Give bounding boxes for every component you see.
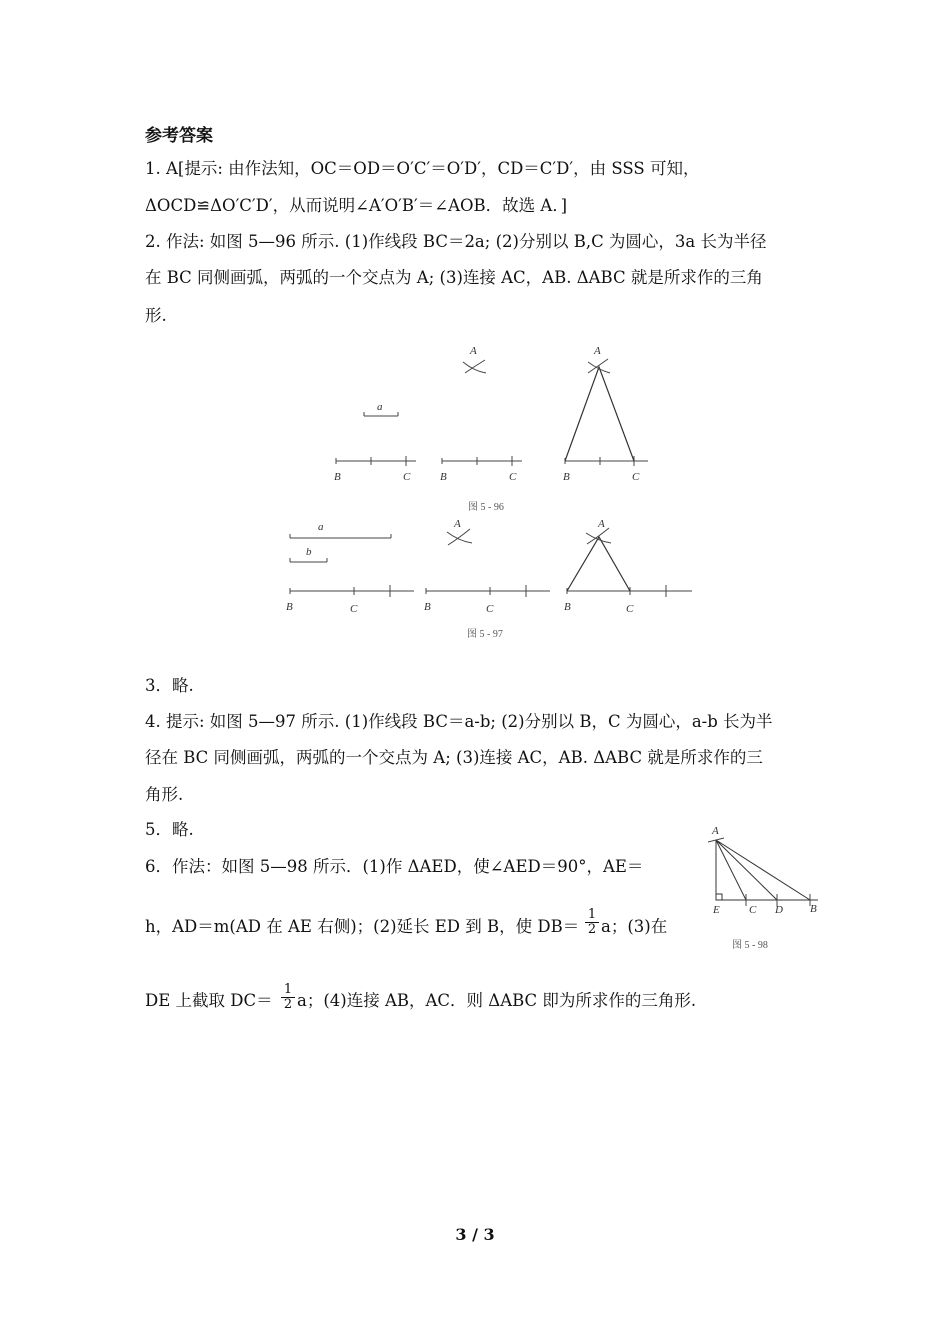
fig96-line-2 [442,456,522,466]
fig96-label-C2: C [509,471,517,483]
fig98-label-C: C [749,904,757,916]
fig97-label-C3: C [626,603,634,615]
fig97-triangle [567,537,630,591]
answer-3: 3．略. [145,676,194,695]
fraction-denominator: 2 [585,922,599,937]
fig97-arcs [447,529,472,545]
answer-6-line-3-start: DE 上截取 DC＝ [145,991,273,1010]
fig97-line-1 [290,585,414,597]
fig96-label-A2: A [594,345,601,357]
fig96-label-B2: B [440,471,447,483]
fig96-line-3 [565,456,648,466]
fig96-label-B3: B [563,471,570,483]
fig98-label-D: D [775,904,783,916]
answer-2-line-3: 形. [145,306,167,325]
fig97-segment-b [290,558,327,562]
fig98-label-B: B [810,903,817,915]
answer-4-line-3: 角形. [145,785,184,804]
answer-1-line-1: 1. A[提示: 由作法知，OC＝OD＝O′C′＝O′D′，CD＝C′D′，由 SSS 可知， [145,159,700,178]
answer-4-line-2: 径在 BC 同侧画弧，两弧的一个交点为 A; (3)连接 AC，AB. ΔABC 就是所求作的三 [145,748,763,767]
fig97-label-C1: C [350,603,358,615]
fig98-segments [716,840,810,900]
fig97-label-b: b [306,546,312,558]
answer-2-line-1: 2. 作法: 如图 5—96 所示. (1)作线段 BC＝2a; (2)分别以 B,C 为圆心，3a 长为半径 [145,232,767,251]
fig97-label-B1: B [286,601,293,613]
fig97-label-B2: B [424,601,431,613]
fraction-half-1 [585,908,599,937]
fig97-segment-a [290,534,391,538]
page-number: 3 / 3 [455,1225,495,1244]
fig96-triangle [565,367,634,461]
answer-6-line-1: 6．作法：如图 5—98 所示．(1)作 ΔAED，使∠AED＝90°，AE＝ [145,857,644,876]
answer-4-line-1: 4. 提示: 如图 5—97 所示. (1)作线段 BC＝a-b; (2)分别以 B，C 为圆心，a-b 长为半 [145,712,773,731]
answer-1-line-2: ΔOCD≌ΔO′C′D′，从而说明∠A′O′B′＝∠AOB．故选 A．] [145,196,568,215]
fig97-label-C2: C [486,603,494,615]
fraction-half-2 [281,983,295,1012]
fig97-caption: 图 5 - 97 [467,629,503,640]
figure-5-96 [320,340,660,520]
figure-5-98 [700,820,830,955]
fig96-caption: 图 5 - 96 [468,502,504,513]
answer-5: 5．略. [145,820,194,839]
fraction-denominator-2: 2 [281,997,295,1012]
fraction-numerator-2: 1 [283,982,293,997]
fig97-label-A1: A [454,518,461,530]
fig98-right-angle-mark [716,894,722,900]
fig97-line-2 [426,585,550,597]
fraction-numerator: 1 [587,907,597,922]
fig97-label-B3: B [564,601,571,613]
answer-6-line-2-start: h，AD＝m(AD 在 AE 右侧)；(2)延长 ED 到 B，使 DB＝ [145,917,580,936]
answer-6-line-2-end: a；(3)在 [601,917,668,936]
fig96-label-C1: C [403,471,411,483]
fig98-ticks [708,838,810,906]
fig98-caption: 图 5 - 98 [732,940,768,951]
fig97-label-A2: A [598,518,605,530]
figure-5-97 [280,515,700,645]
fig96-label-A1: A [470,345,477,357]
fig96-arcs [463,360,486,373]
answer-6-line-3-end: a；(4)连接 AB，AC．则 ΔABC 即为所求作的三角形. [297,991,697,1010]
answers-heading: 参考答案 [145,126,213,146]
fig97-arcs-2 [586,528,611,544]
fig98-label-E: E [713,904,720,916]
fig97-label-a: a [318,521,324,533]
fig96-label-C3: C [632,471,640,483]
fig98-label-A: A [712,825,719,837]
fig96-label-a: a [377,401,383,413]
fig96-line-1 [336,456,416,466]
answer-2-line-2: 在 BC 同侧画弧，两弧的一个交点为 A; (3)连接 AC，AB. ΔABC 就是所求作的三角 [145,268,763,287]
fig96-label-B1: B [334,471,341,483]
